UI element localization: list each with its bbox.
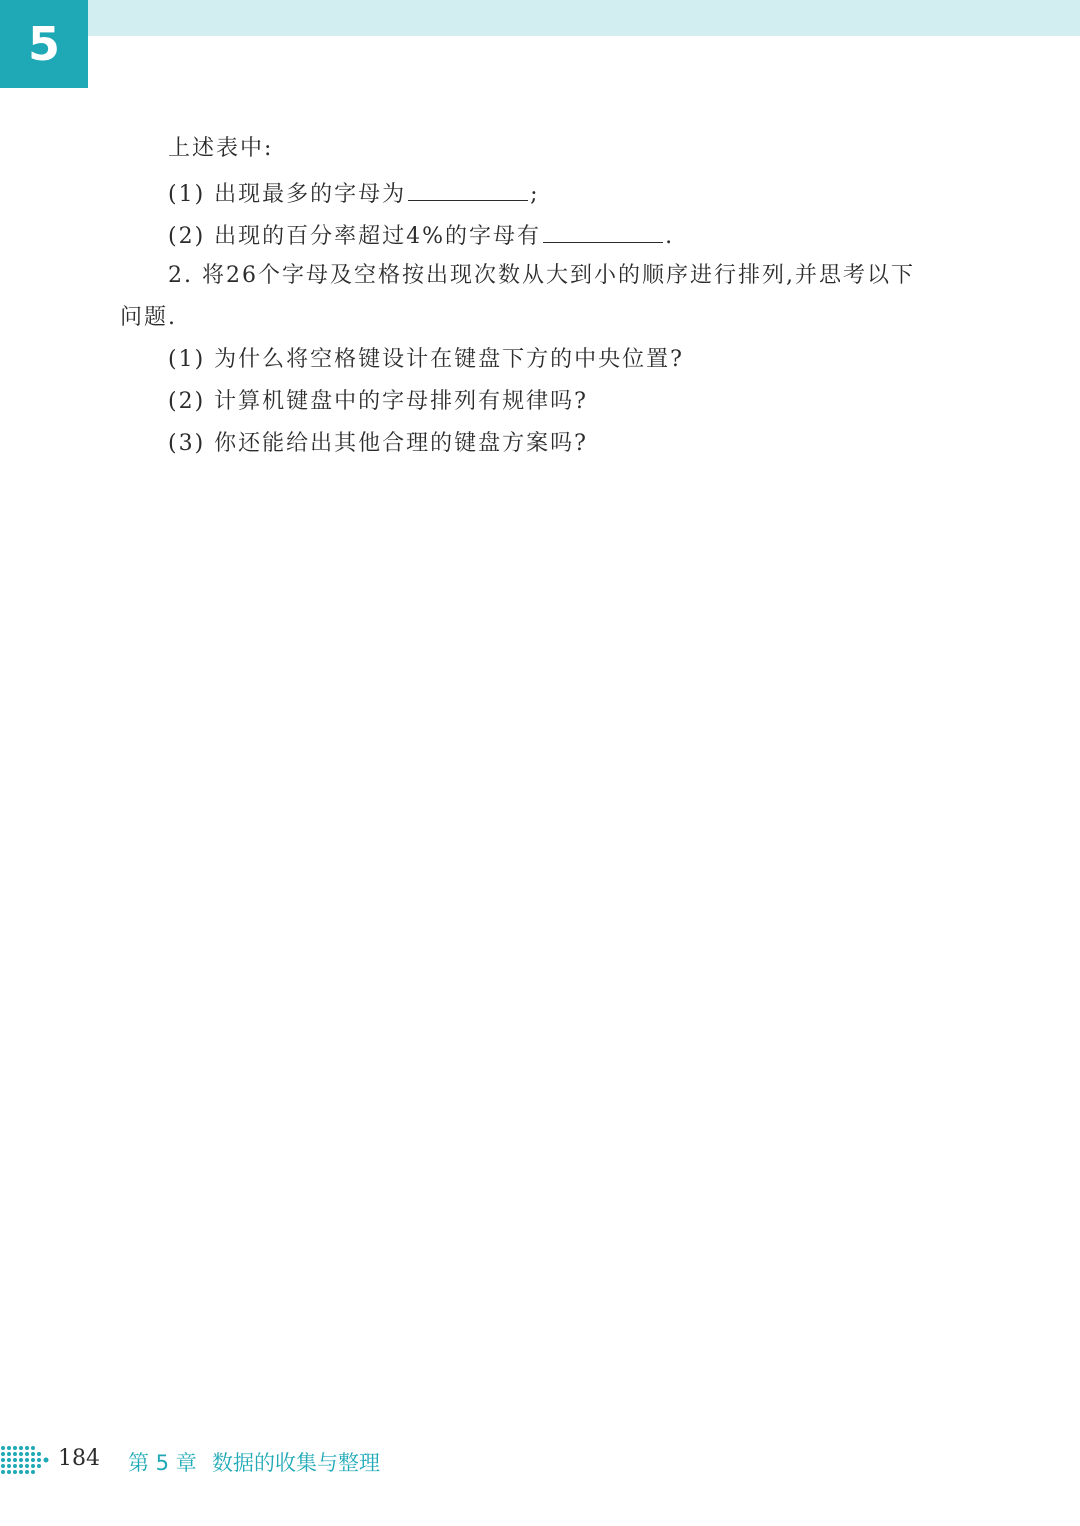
- question-2-1: (1) 为什么将空格键设计在键盘下方的中央位置?: [168, 347, 684, 372]
- question-1-2-punct: .: [665, 224, 675, 249]
- answer-blank: [543, 218, 663, 243]
- question-2-line2: 问题.: [120, 305, 177, 330]
- question-1-1-text: (1) 出现最多的字母为: [168, 182, 407, 207]
- question-1-2-text: (2) 出现的百分率超过4%的字母有: [168, 224, 542, 249]
- question-2-2: (2) 计算机键盘中的字母排列有规律吗?: [168, 389, 588, 414]
- chapter-number-badge: 5: [0, 0, 88, 88]
- dot-grid-icon: [0, 1444, 52, 1478]
- question-2-line1: 2. 将26个字母及空格按出现次数从大到小的顺序进行排列,并思考以下: [168, 263, 915, 288]
- answer-blank: [408, 176, 528, 201]
- page-footer: [0, 1442, 600, 1478]
- question-2-3: (3) 你还能给出其他合理的键盘方案吗?: [168, 431, 588, 456]
- intro-text: 上述表中:: [168, 136, 274, 161]
- question-1-2: [168, 218, 674, 252]
- page-number: 184: [58, 1446, 100, 1471]
- chapter-label: 第 5 章: [128, 1451, 197, 1475]
- question-1-1: [168, 176, 540, 210]
- header-band: [88, 0, 1080, 36]
- chapter-title: 数据的收集与整理: [212, 1451, 380, 1475]
- question-1-1-punct: ;: [530, 182, 540, 207]
